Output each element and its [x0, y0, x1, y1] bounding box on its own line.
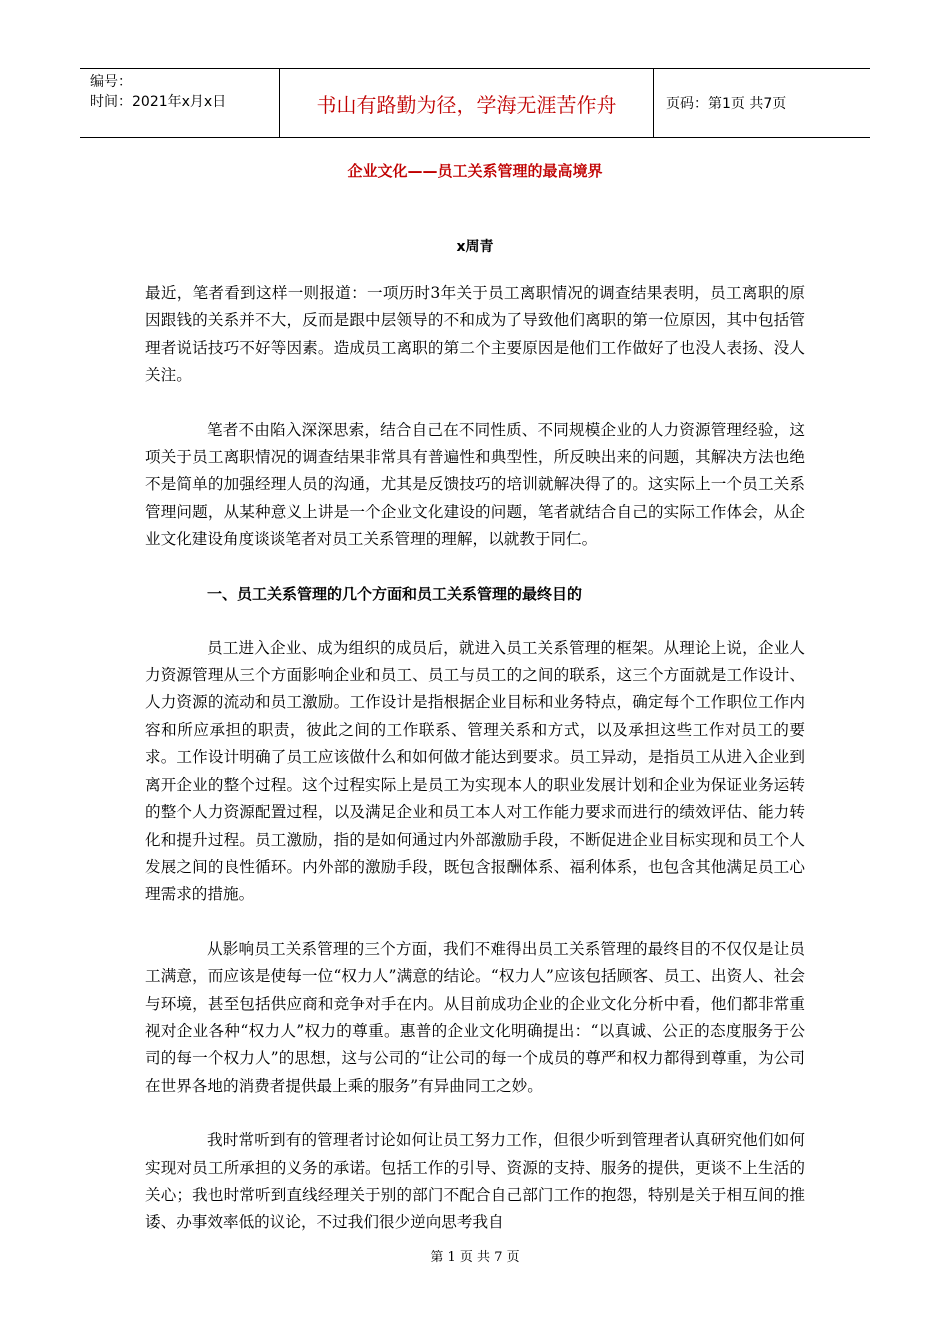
- document-body: [145, 280, 805, 1264]
- date-label: 时间：2021年x月x日: [90, 94, 227, 110]
- page-footer: 第 1 页 共 7 页: [430, 1250, 520, 1265]
- document-title: 企业文化——员工关系管理的最高境界: [347, 162, 603, 180]
- paragraph: 员工进入企业、成为组织的成员后，就进入员工关系管理的框架。从理论上说，企业人力资源管理从三个方面影响企业和员工、员工与员工的之间的联系，这三个方面就是工作设计、人力资源的流动和员工激励。工作设计是指根据企业目标和业务特点，确定每个工作职位工作内容和所应承担的职责，彼此之间的工作联系、管理关系和方式，以及承担这些工作对员工的要求。工作设计明确了员工应该做什么和如何做才能达到要求。员工异动，是指员工从进入企业到离开企业的整个过程。这个过程实际上是员工为实现本人的职业发展计划和企业为保证业务运转的整个人力资源配置过程，以及满足企业和员工本人对工作能力要求而进行的绩效评估、能力转化和提升过程。员工激励，指的是如何通过内外部激励手段，不断促进企业目标实现和员工个人发展之间的良性循环。内外部的激励手段，既包含报酬体系、福利体系，也包含其他满足员工心理需求的措施。: [145, 638, 805, 904]
- paragraph: 笔者不由陷入深深思索，结合自己在不同性质、不同规模企业的人力资源管理经验，这项关于员工离职情况的调查结果非常具有普遍性和典型性，所反映出来的问题，其解决方法也绝不是简单的加强经理人员的沟通，尤其是反馈技巧的培训就解决得了的。这实际上一个员工关系管理问题，从某种意义上讲是一个企业文化建设的问题，笔者就结合自己的实际工作体会，从企业文化建设角度谈谈笔者对员工关系管理的理解，以就教于同仁。: [145, 420, 805, 549]
- header-page-info: 页码：第1页 共7页: [666, 96, 787, 112]
- section-heading: 一、员工关系管理的几个方面和员工关系管理的最终目的: [207, 584, 583, 603]
- header-meta-cell: [80, 69, 280, 137]
- header-motto: 书山有路勤为径，学海无涯苦作舟: [280, 69, 654, 137]
- number-label: 编号：: [90, 74, 132, 90]
- paragraph: 我时常听到有的管理者讨论如何让员工努力工作，但很少听到管理者认真研究他们如何实现对员工所承担的义务的承诺。包括工作的引导、资源的支持、服务的提供，更谈不上生活的关心；我也时常听到直线经理关于别的部门不配合自己部门工作的抱怨，特别是关于相互间的推诿、办事效率低的议论，不过我们很少逆向思考我自: [145, 1131, 805, 1232]
- paragraph: 最近，笔者看到这样一则报道：一项历时3年关于员工离职情况的调查结果表明，员工离职的原因跟钱的关系并不大，反而是跟中层领导的不和成为了导致他们离职的第一位原因，其中包括管理者说话技巧不好等因素。造成员工离职的第二个主要原因是他们工作做好了也没人表扬、没人关注。: [145, 284, 805, 385]
- document-header: [80, 68, 870, 138]
- paragraph: 从影响员工关系管理的三个方面，我们不难得出员工关系管理的最终目的不仅仅是让员工满意，而应该是使每一位“权力人”满意的结论。“权力人”应该包括顾客、员工、出资人、社会与环境，甚至包括供应商和竞争对手在内。从目前成功企业的企业文化分析中看，他们都非常重视对企业各种“权力人”权力的尊重。惠普的企业文化明确提出：“以真诚、公正的态度服务于公司的每一个权力人”的思想，这与公司的“让公司的每一个成员的尊严和权力都得到尊重，为公司在世界各地的消费者提供最上乘的服务”有异曲同工之妙。: [145, 939, 805, 1095]
- document-author: x周青: [456, 239, 494, 255]
